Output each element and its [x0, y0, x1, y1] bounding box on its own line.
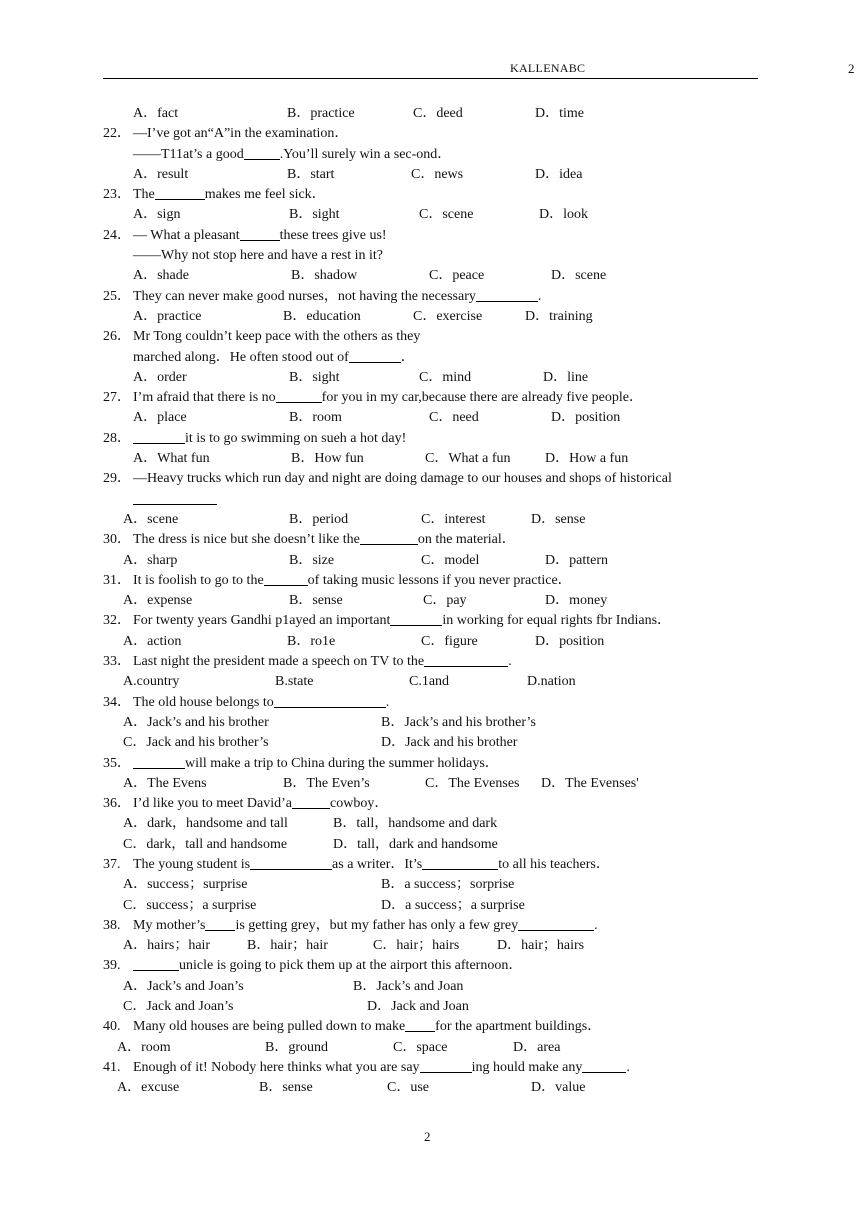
- header-title: KALLENABC: [510, 61, 586, 75]
- text-segment: ——Why not stop here and have a rest in it?: [133, 248, 383, 264]
- text-segment: marched along．He often stood out of: [133, 349, 349, 365]
- options-line: [103, 449, 823, 469]
- question-line: [103, 145, 823, 165]
- answer-option: B．sense: [289, 593, 343, 609]
- question-line: [103, 1058, 823, 1078]
- text-segment: these trees give us!: [279, 227, 387, 243]
- answer-blank: [133, 490, 217, 505]
- options-line: [103, 936, 823, 956]
- answer-option: B．sight: [289, 369, 340, 385]
- question-line: [103, 185, 823, 205]
- answer-option: B．hair；hair: [247, 938, 328, 954]
- question-line: [103, 429, 823, 449]
- answer-option: D．How a fun: [545, 451, 629, 467]
- text-segment: for you in my car,because there are already five people．: [321, 390, 643, 406]
- answer-option: C．model: [421, 552, 480, 568]
- answer-option: D．a success；a surprise: [381, 897, 525, 913]
- answer-option: B．room: [289, 410, 342, 426]
- answer-option: A．success；surprise: [123, 877, 248, 893]
- question-text: [133, 611, 671, 631]
- answer-option: B．tall，handsome and dark: [333, 816, 498, 832]
- question-text: [133, 226, 387, 246]
- answer-option: A．sharp: [123, 552, 178, 568]
- question-line: [103, 348, 823, 368]
- answer-option: A．scene: [123, 511, 179, 527]
- answer-option: A．fact: [133, 106, 179, 121]
- text-segment: .: [537, 288, 542, 304]
- answer-blank: [422, 855, 498, 870]
- question-line: [103, 571, 823, 591]
- answer-option: D．hair；hairs: [497, 938, 585, 954]
- options-line: [103, 977, 823, 997]
- answer-blank: [276, 388, 322, 403]
- answer-blank: [420, 1058, 472, 1073]
- answer-option: C．figure: [421, 633, 478, 649]
- answer-option: B．Jack’s and his brother’s: [381, 714, 536, 730]
- question-number: 32．: [103, 613, 131, 629]
- answer-blank: [133, 956, 179, 971]
- options-line: [103, 997, 823, 1017]
- question-text: [133, 490, 217, 510]
- options-line: [103, 713, 823, 733]
- question-text: [133, 754, 499, 774]
- text-segment: as a writer．It’s: [332, 856, 423, 872]
- question-line: [103, 530, 823, 550]
- options-line: [103, 165, 823, 185]
- answer-option: A．excuse: [117, 1080, 180, 1096]
- text-segment: in working for equal rights fbr Indians．: [442, 613, 672, 629]
- answer-option: A．dark，handsome and tall: [123, 816, 288, 832]
- question-line: [103, 1017, 823, 1037]
- answer-option: A．place: [133, 410, 187, 426]
- options-line: [103, 1078, 823, 1098]
- answer-option: A．result: [133, 166, 189, 182]
- answer-option: D．The Evenses': [541, 775, 639, 791]
- answer-option: D．money: [545, 593, 608, 609]
- text-segment: ．: [400, 349, 415, 365]
- answer-option: B．sense: [259, 1080, 313, 1096]
- question-text: [133, 287, 541, 307]
- answer-blank: [360, 530, 418, 545]
- answer-blank: [582, 1058, 626, 1073]
- question-number: 37.: [103, 856, 121, 872]
- answer-option: C．What a fun: [425, 451, 511, 467]
- options-line: [103, 408, 823, 428]
- question-text: [133, 855, 610, 875]
- text-segment: Enough of it! Nobody here thinks what you are say: [133, 1059, 420, 1075]
- text-segment: The dress is nice but she doesn’t like the: [133, 532, 360, 548]
- answer-blank: [264, 571, 308, 586]
- text-segment: ing hould make any: [471, 1059, 583, 1075]
- answer-option: C．news: [411, 166, 464, 182]
- question-text: [133, 571, 572, 591]
- answer-option: D．time: [535, 106, 584, 121]
- answer-blank: [133, 754, 185, 769]
- text-segment: makes me feel sick．: [204, 187, 326, 203]
- answer-blank: [155, 185, 205, 200]
- answer-option: B．start: [287, 166, 335, 182]
- question-line: [103, 693, 823, 713]
- text-segment: The old house belongs to: [133, 694, 274, 710]
- header-page-number: 2: [848, 61, 855, 76]
- answer-option: D．idea: [535, 166, 583, 182]
- question-number: 30．: [103, 532, 131, 548]
- answer-option: D．Jack and his brother: [381, 735, 518, 751]
- answer-blank: [244, 145, 280, 160]
- answer-option: A．expense: [123, 593, 193, 609]
- question-text: [133, 693, 389, 713]
- question-line: [103, 754, 823, 774]
- text-segment: .: [594, 917, 598, 933]
- question-text: [133, 794, 388, 814]
- text-segment: will make a trip to China during the summer holidays．: [185, 755, 499, 771]
- question-line: [103, 226, 823, 246]
- answer-option: B．The Even’s: [283, 775, 370, 791]
- answer-blank: [349, 348, 401, 363]
- answer-option: D．position: [535, 633, 605, 649]
- answer-option: C．dark，tall and handsome: [123, 836, 288, 852]
- text-segment: unicle is going to pick them up at the airport this afternoon．: [179, 958, 523, 974]
- answer-option: C．pay: [423, 593, 467, 609]
- question-text: [133, 1058, 630, 1078]
- answer-option: C．space: [393, 1039, 448, 1055]
- text-segment: on the material．: [417, 532, 516, 548]
- options-line: [103, 551, 823, 571]
- answer-option: A．action: [123, 633, 182, 649]
- answer-option: D．sense: [531, 511, 586, 527]
- answer-blank: [405, 1017, 435, 1032]
- question-line: [103, 652, 823, 672]
- answer-option: C．The Evenses: [425, 775, 520, 791]
- question-text: [133, 652, 512, 672]
- answer-option: A．sign: [133, 207, 181, 223]
- text-segment: I’d like you to meet David’a: [133, 796, 293, 812]
- answer-blank: [476, 287, 538, 302]
- answer-blank: [240, 226, 280, 241]
- question-text: [133, 388, 643, 408]
- options-line: [103, 774, 823, 794]
- question-line: [103, 246, 823, 266]
- text-segment: — What a pleasant: [133, 227, 240, 243]
- question-number: 24．: [103, 227, 131, 243]
- text-segment: —I’ve got an“A”in the examination．: [133, 126, 349, 142]
- answer-option: C．deed: [413, 106, 463, 121]
- answer-option: A.country: [123, 674, 180, 690]
- question-number: 31．: [103, 572, 131, 588]
- question-list: [103, 104, 823, 1099]
- text-segment: Last night the president made a speech on TV to the: [133, 654, 425, 670]
- answer-option: A．room: [117, 1039, 171, 1055]
- options-line: [103, 368, 823, 388]
- text-segment: The young student is: [133, 856, 251, 872]
- answer-option: D．tall，dark and handsome: [333, 836, 498, 852]
- text-segment: For twenty years Gandhi p1ayed an important: [133, 613, 391, 629]
- question-line: [103, 956, 823, 976]
- answer-option: D．position: [551, 410, 621, 426]
- question-number: 35．: [103, 755, 131, 771]
- question-line: [103, 327, 823, 347]
- options-line: [103, 205, 823, 225]
- text-segment: cowboy．: [330, 796, 389, 812]
- question-number: 29．: [103, 471, 131, 487]
- text-segment: Many old houses are being pulled down to make: [133, 1019, 406, 1035]
- question-text: [133, 327, 420, 347]
- answer-option: B.state: [275, 674, 314, 690]
- answer-option: C．scene: [419, 207, 474, 223]
- answer-option: C．Jack and Joan’s: [123, 999, 234, 1015]
- options-line: [103, 591, 823, 611]
- question-number: 39.: [103, 958, 121, 974]
- text-segment: The: [133, 187, 155, 203]
- question-line: [103, 794, 823, 814]
- answer-option: C．Jack and his brother’s: [123, 735, 269, 751]
- question-number: 34．: [103, 694, 131, 710]
- answer-option: A．Jack’s and his brother: [123, 714, 269, 730]
- options-line: [103, 835, 823, 855]
- text-segment: I’m afraid that there is no: [133, 390, 276, 406]
- text-segment: to all his teachers．: [498, 856, 610, 872]
- answer-blank: [133, 429, 185, 444]
- text-segment: .: [626, 1059, 630, 1075]
- question-number: 38.: [103, 917, 121, 933]
- options-line: [103, 1038, 823, 1058]
- answer-option: D．scene: [551, 268, 607, 284]
- options-line: [103, 814, 823, 834]
- answer-option: C．interest: [421, 511, 486, 527]
- answer-option: B．How fun: [291, 451, 364, 467]
- text-segment: of taking music lessons if you never practice．: [307, 572, 572, 588]
- text-segment: it is to go swimming on sueh a hot day!: [185, 430, 407, 446]
- question-text: [133, 145, 451, 165]
- options-line: [103, 875, 823, 895]
- answer-option: A．practice: [133, 308, 202, 324]
- options-line: [103, 266, 823, 286]
- question-text: [133, 348, 415, 368]
- answer-option: B．shadow: [291, 268, 358, 284]
- question-number: 36．: [103, 796, 131, 812]
- answer-option: D．value: [531, 1080, 586, 1096]
- text-segment: ——T11at’s a good: [133, 146, 244, 162]
- answer-option: D．area: [513, 1039, 561, 1055]
- question-text: [133, 530, 516, 550]
- text-segment: .: [385, 694, 390, 710]
- question-line: [103, 611, 823, 631]
- answer-option: C．success；a surprise: [123, 897, 257, 913]
- question-line: [103, 469, 823, 489]
- answer-option: B．ground: [265, 1039, 328, 1055]
- answer-option: D．line: [543, 369, 589, 385]
- text-segment: is getting grey，but my father has only a few grey: [235, 917, 519, 933]
- answer-option: D．training: [525, 308, 593, 324]
- answer-option: B．education: [283, 308, 361, 324]
- question-number: 41.: [103, 1059, 121, 1075]
- options-line: [103, 672, 823, 692]
- question-text: [133, 916, 598, 936]
- options-line: [103, 632, 823, 652]
- question-line: [103, 490, 823, 510]
- text-segment: .: [508, 654, 512, 670]
- answer-option: B．Jack’s and Joan: [353, 978, 464, 994]
- options-line: [103, 733, 823, 753]
- answer-option: B．ro1e: [287, 633, 336, 649]
- answer-blank: [424, 652, 508, 667]
- answer-option: B．sight: [289, 207, 340, 223]
- answer-option: C．use: [387, 1080, 429, 1096]
- answer-blank: [390, 611, 442, 626]
- answer-option: A．order: [133, 369, 187, 385]
- text-segment: —Heavy trucks which run day and night are doing damage to our houses and shops of historical: [133, 471, 672, 487]
- answer-option: A．hairs；hair: [123, 938, 211, 954]
- answer-option: C．exercise: [413, 308, 483, 324]
- question-number: 28．: [103, 430, 131, 446]
- answer-option: C．mind: [419, 369, 472, 385]
- answer-option: B．a success；sorprise: [381, 877, 515, 893]
- text-segment: Mr Tong couldn’t keep pace with the others as they: [133, 329, 421, 345]
- answer-option: C．hair；hairs: [373, 938, 460, 954]
- answer-option: C．need: [429, 410, 479, 426]
- question-text: [133, 956, 522, 976]
- answer-blank: [274, 693, 386, 708]
- question-line: [103, 287, 823, 307]
- answer-option: A．Jack’s and Joan’s: [123, 978, 244, 994]
- answer-option: D．Jack and Joan: [367, 999, 469, 1015]
- question-text: [133, 124, 348, 144]
- question-number: 33．: [103, 654, 131, 670]
- question-line: [103, 916, 823, 936]
- question-number: 26．: [103, 329, 131, 345]
- options-line: [103, 510, 823, 530]
- question-text: [133, 469, 672, 489]
- answer-option: C.1and: [409, 674, 450, 690]
- text-segment: They can never make good nurses，not having the necessary: [133, 288, 476, 304]
- question-line: [103, 855, 823, 875]
- footer-page-number: 2: [424, 1129, 431, 1144]
- text-segment: for the apartment buildings．: [435, 1019, 602, 1035]
- answer-blank: [292, 794, 330, 809]
- options-line: [103, 104, 823, 124]
- question-text: [133, 185, 326, 205]
- answer-option: A．shade: [133, 268, 189, 284]
- text-segment: It is foolish to go to the: [133, 572, 264, 588]
- answer-option: B．size: [289, 552, 335, 568]
- answer-blank: [250, 855, 332, 870]
- answer-option: D.nation: [527, 674, 576, 690]
- answer-blank: [205, 916, 235, 931]
- options-line: [103, 307, 823, 327]
- question-line: [103, 124, 823, 144]
- answer-option: A．What fun: [133, 451, 210, 467]
- header-rule: [103, 78, 758, 79]
- answer-option: D．pattern: [545, 552, 608, 568]
- question-text: [133, 246, 383, 266]
- question-text: [133, 429, 406, 449]
- question-number: 27．: [103, 390, 131, 406]
- question-number: 40.: [103, 1019, 121, 1035]
- question-line: [103, 388, 823, 408]
- answer-blank: [518, 916, 594, 931]
- question-text: [133, 1017, 601, 1037]
- question-number: 23．: [103, 187, 131, 203]
- answer-option: B．practice: [287, 106, 355, 121]
- answer-option: D．look: [539, 207, 588, 223]
- text-segment: My mother’s: [133, 917, 206, 933]
- question-number: 25．: [103, 288, 131, 304]
- question-number: 22．: [103, 126, 131, 142]
- text-segment: .You’ll surely win a sec-ond．: [279, 146, 452, 162]
- answer-option: C．peace: [429, 268, 485, 284]
- answer-option: B．period: [289, 511, 349, 527]
- options-line: [103, 896, 823, 916]
- answer-option: A．The Evens: [123, 775, 207, 791]
